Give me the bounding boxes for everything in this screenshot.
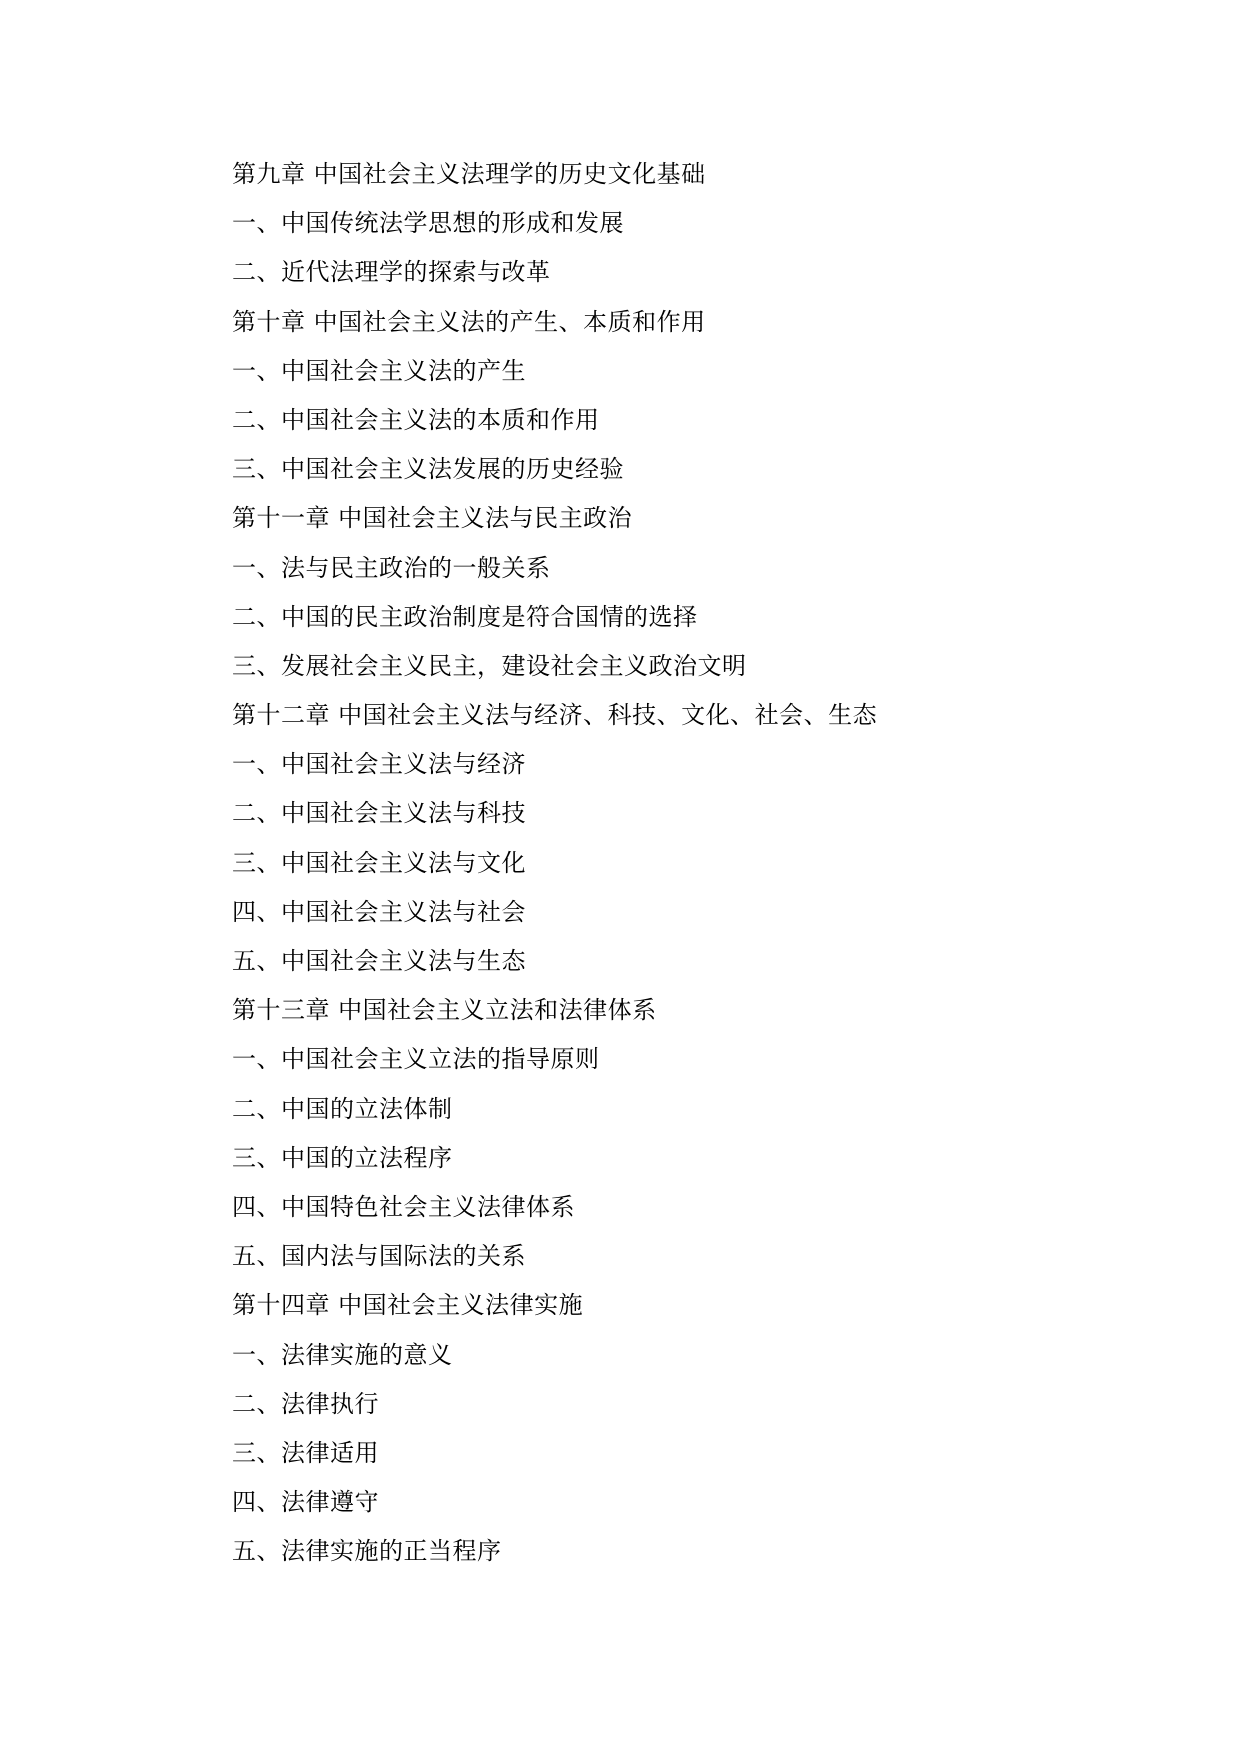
- section-item: 一、中国传统法学思想的形成和发展: [232, 209, 624, 238]
- section-item: 三、中国的立法程序: [232, 1143, 453, 1172]
- chapter-heading: 第十三章 中国社会主义立法和法律体系: [232, 996, 657, 1025]
- section-item: 一、中国社会主义法的产生: [232, 356, 526, 385]
- section-item: 二、法律执行: [232, 1389, 379, 1418]
- section-item: 四、中国特色社会主义法律体系: [232, 1192, 575, 1221]
- section-item: 三、发展社会主义民主，建设社会主义政治文明: [232, 651, 747, 680]
- section-item: 三、法律适用: [232, 1438, 379, 1467]
- section-item: 一、中国社会主义立法的指导原则: [232, 1045, 600, 1074]
- section-item: 二、中国社会主义法与科技: [232, 799, 526, 828]
- section-item: 五、法律实施的正当程序: [232, 1537, 502, 1566]
- section-item: 二、中国的立法体制: [232, 1094, 453, 1123]
- section-item: 一、法与民主政治的一般关系: [232, 553, 551, 582]
- chapter-heading: 第十四章 中国社会主义法律实施: [232, 1291, 584, 1320]
- section-item: 二、中国社会主义法的本质和作用: [232, 405, 600, 434]
- chapter-heading: 第九章 中国社会主义法理学的历史文化基础: [232, 160, 706, 188]
- section-item: 五、中国社会主义法与生态: [232, 947, 526, 975]
- chapter-heading: 第十一章 中国社会主义法与民主政治: [232, 504, 633, 533]
- section-item: 三、中国社会主义法发展的历史经验: [232, 455, 624, 484]
- chapter-heading: 第十二章 中国社会主义法与经济、科技、文化、社会、生态: [232, 701, 878, 730]
- section-item: 三、中国社会主义法与文化: [232, 848, 526, 877]
- table-of-contents: [232, 150, 877, 1576]
- section-item: 五、国内法与国际法的关系: [232, 1242, 526, 1271]
- chapter-heading: 第十章 中国社会主义法的产生、本质和作用: [232, 307, 706, 336]
- section-item: 一、法律实施的意义: [232, 1340, 453, 1369]
- section-item: 二、近代法理学的探索与改革: [232, 258, 551, 287]
- section-item: 四、中国社会主义法与社会: [232, 897, 526, 926]
- section-item: 一、中国社会主义法与经济: [232, 750, 526, 779]
- section-item: 四、法律遵守: [232, 1488, 379, 1517]
- section-item: 二、中国的民主政治制度是符合国情的选择: [232, 602, 698, 631]
